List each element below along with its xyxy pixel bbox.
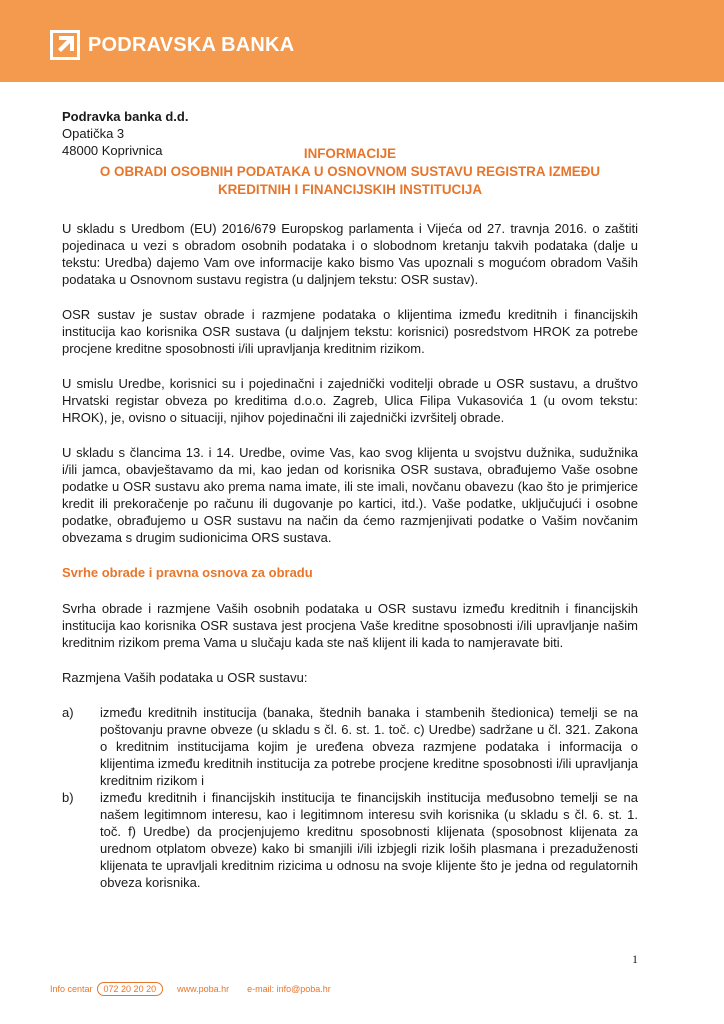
title-line-2: O OBRADI OSOBNIH PODATAKA U OSNOVNOM SUSTAVU REGISTRA IZMEĐU — [99, 164, 601, 179]
title-line-1: INFORMACIJE — [303, 146, 397, 161]
list-marker: a) — [62, 705, 74, 720]
bank-logo — [50, 30, 294, 60]
list-item-text: između kreditnih institucija (banaka, štednih banaka i stambenih štedionica) temelji se na poštovanju pravne obveze (u skladu s čl. 6. st. 1. toč. c) Uredbe) sadržane u čl. 321. Zakona o kreditnim institucijama kojim je uređena obveza razmjene podataka i informacija o klijentima između kreditnih institucija za potrebe procjene kreditne sposobnosti i/ili upravljanja kreditnim rizikom i — [100, 705, 638, 788]
paragraph-purpose: Svrha obrade i razmjene Vaših osobnih podataka u OSR sustavu između kreditnih i financijskih institucija kao korisnika OSR sustava jest procjena Vaše kreditne sposobnosti i/ili upravljanje našim kreditnim rizikom prema Vama u slučaju kada ste naš klijent ili kada to namjeravate biti. — [62, 601, 638, 650]
footer — [50, 982, 331, 996]
header-band — [0, 0, 724, 82]
street-address: Opatička 3 — [62, 126, 125, 141]
title-line-3: KREDITNIH I FINANCIJSKIH INSTITUCIJA — [217, 182, 483, 197]
section-heading: Svrhe obrade i pravna osnova za obradu — [62, 565, 313, 580]
paragraph-osr-system: OSR sustav je sustav obrade i razmjene podataka o klijentima između kreditnih i financijskih institucija kao korisnika OSR sustava (u daljnjem tekstu: korisnici) posredstvom HROK za potrebe procjene kreditne sposobnosti i/ili upravljanja kreditnim rizikom. — [62, 307, 638, 356]
list-marker: b) — [62, 790, 74, 805]
paragraph-controllers: U smislu Uredbe, korisnici su i pojedinačni i zajednički voditelji obrade u OSR sustavu, a društvo Hrvatski registar obveza po kreditima d.o.o. Zagreb, Ulica Filipa Vukasovića 1 (u ovom tekstu: HROK), je, ovisno o situaciji, njihov pojedinačni ili zajednički izvršitelj obrade. — [62, 376, 638, 425]
paragraph-notification: U skladu s člancima 13. i 14. Uredbe, ovime Vas, kao svog klijenta u svojstvu dužnika, sudužnika i/ili jamca, obavještavamo da mi, kao jedan od korisnika OSR sustava, obrađujemo Vaše osobne podatke u OSR sustavu ako prema nama imate, ili ste imali, novčanu obavezu (kao što je primjerice kredit ili prekoračenje po računu ili dugovanje po kartici, itd.). Vaše podatke, uključujući i osobne podatke, obrađujemo u OSR sustavu na način da ćemo razmjenjivati podatke o Vašim novčanim obvezama s drugim sudionicima ORS sustava. — [62, 445, 638, 545]
paragraph-intro: U skladu s Uredbom (EU) 2016/679 Europskog parlamenta i Vijeća od 27. travnja 2016. o zaštiti pojedinaca u vezi s obradom osobnih podataka i o slobodnom kretanju takvih podataka (dalje u tekstu: Uredba) dajemo Vam ove informacije kako bismo Vas upoznali s mogućom obradom Vaših podataka u Osnovnom sustavu registra (u daljnjem tekstu: OSR sustav). — [62, 221, 638, 287]
footer-website[interactable]: www.poba.hr — [177, 984, 230, 994]
list-item — [62, 704, 638, 789]
page-number: 1 — [632, 952, 638, 966]
paragraph-exchange: Razmjena Vaših podataka u OSR sustavu: — [62, 670, 308, 685]
brand-name: PODRAVSKA BANKA — [88, 33, 295, 56]
list-item-text: između kreditnih i financijskih institucija te financijskih institucija međusobno temelji se na našem legitimnom interesu, kao i legitimnom interesu svih korisnika (u skladu s čl. 6. st. 1. toč. f) Uredbe) da procjenjujemo kreditnu sposobnosti klijenata (sposobnost klijenata za urednom otplatom obveze) kako bi smanjili i/ili izbjegli rizik loših plasmana i prezaduženosti klijenata te upravljali kreditnim rizicima u odnosu na svoje klijente što je jedna od regulatornih obveza korisnika. — [100, 790, 638, 890]
document-body — [62, 108, 638, 891]
list-item — [62, 789, 638, 891]
footer-email[interactable]: e-mail: info@poba.hr — [247, 984, 331, 994]
company-name: Podravka banka d.d. — [62, 109, 189, 124]
podravska-banka-logo-icon — [50, 30, 80, 60]
city-address: 48000 Koprivnica — [62, 143, 163, 158]
footer-info-label: Info centar — [50, 984, 93, 994]
footer-phone[interactable]: 072 20 20 20 — [97, 982, 164, 996]
